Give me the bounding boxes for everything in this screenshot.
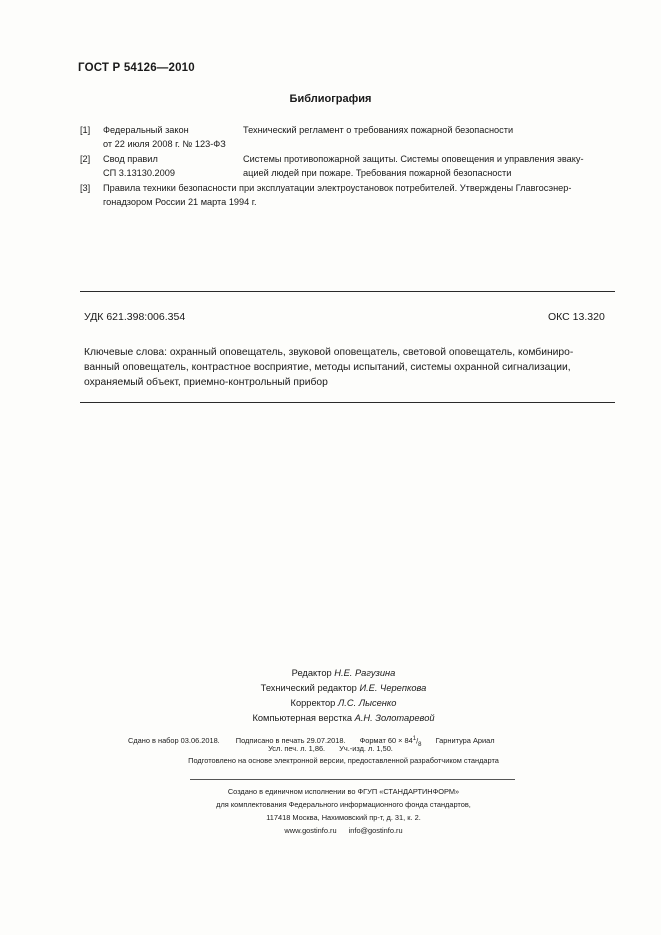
bib-num: [2] <box>80 154 91 164</box>
publication-line-1: Сдано в набор 03.06.2018. Подписано в печать 29.07.2018. Формат $60 \times 84^1/_8$ Гарнитура Ариал <box>128 733 495 752</box>
publication-prepared: Подготовлено на основе электронной версии, предоставленной разработчиком стандарта <box>188 756 499 765</box>
bib-text: Правила техники безопасности при эксплуатации электроустановок потребителей. Утверждены Главгосэнер- гонадзором России 21 марта 1994 г. <box>103 183 572 207</box>
publication-line-2: Усл. печ. л. 1,86. Уч.-изд. л. 1,50. <box>268 744 393 753</box>
bib-title: Системы противопожарной защиты. Системы оповещения и управления эваку- ацией людей при пожаре. Требования пожарной безопасности <box>243 154 584 178</box>
bibliography-title: Библиография <box>289 93 372 105</box>
credit-editor: Редактор Н.Е. Рагузина <box>291 668 396 678</box>
oks-code: ОКС 13.320 <box>548 311 605 323</box>
credit-layout: Компьютерная верстка А.Н. Золотаревой <box>252 713 435 723</box>
publisher-contacts <box>26 824 661 837</box>
divider-bottom <box>80 402 615 403</box>
publisher-block: Создано в единичном исполнении во ФГУП «СТАНДАРТИНФОРМ» для комплектования Федерального информационного фонда стандартов, 117418 Москва, Нахимовский пр-т, д. 31, к. 2. www.gostinfo.ru info@gostinfo.ru <box>0 785 661 837</box>
bib-source: Свод правил СП 3.13130.2009 <box>103 154 175 178</box>
credit-tech-editor: Технический редактор И.Е. Черепкова <box>260 683 427 693</box>
email-link[interactable]: info@gostinfo.ru <box>348 826 403 835</box>
format-info: Формат $60 \times 84^1/_8$ <box>359 736 422 748</box>
udk-code: УДК 621.398:006.354 <box>84 311 186 323</box>
bib-num: [3] <box>80 183 91 193</box>
standard-number: ГОСТ Р 54126—2010 <box>78 62 195 74</box>
keywords-block: Ключевые слова: охранный оповещатель, звуковой оповещатель, световой оповещатель, комбиниро- ванный оповещатель, контрастное восприятие, методы испытаний, системы охранной сигнализации, охраняемый объект, приемно-контрольный прибор <box>84 347 574 388</box>
bib-source: Федеральный закон от 22 июля 2008 г. № 123-ФЗ <box>103 125 226 149</box>
credits-block <box>0 666 661 726</box>
bib-title: Технический регламент о требованиях пожарной безопасности <box>243 125 514 135</box>
credit-corrector: Корректор Л.С. Лысенко <box>290 698 397 708</box>
bib-num: [1] <box>80 125 91 135</box>
website-link[interactable]: www.gostinfo.ru <box>284 826 337 835</box>
divider-publisher <box>190 779 515 780</box>
divider-top <box>80 291 615 292</box>
